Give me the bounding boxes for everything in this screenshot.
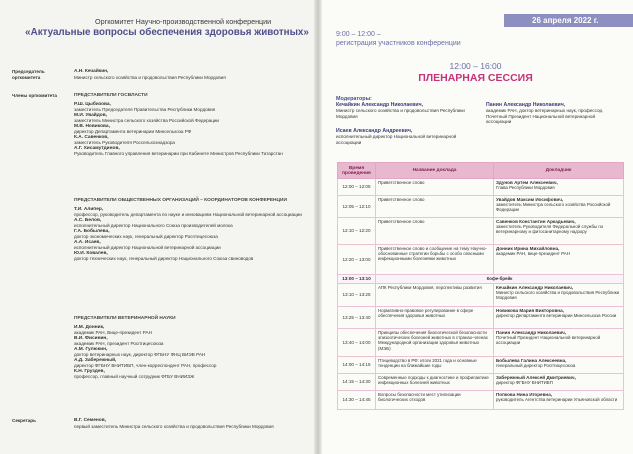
table-row: 14:00 – 14:15 Птицеводство в РФ: итоги 2021 года и основные тенденции на ближайшие годы Бобылева Галина Алексеевна, генеральный директор Росптицесоюза	[338, 357, 624, 374]
moderator-3: Панин Александр Николаевич, академик РАН, доктор ветеринарных наук, профессор, Почетный Президент Национальной ветеринарной ассоциации	[486, 102, 604, 125]
table-row: 12:05 – 12:10 Приветственное слово Увайдов Максим Иосифович, заместитель Министра сельского хозяйства Российской Федерации	[338, 196, 624, 218]
col-title-header: Название доклада	[376, 163, 494, 179]
secretary-label: Секретарь	[12, 418, 36, 423]
members-label: Члены оргкомитета	[12, 93, 57, 98]
public-block: ПРЕДСТАВИТЕЛИ ОБЩЕСТВЕННЫХ ОРГАНИЗАЦИЙ – КООРДИНАТОРОВ КОНФЕРЕНЦИИ Т.И. Алипер, профессор, руководитель департамента по науке и инновациям Национальной ветеринарной ассоциации А.С. Белов, исполнительный директор Национального Союза производителей молока Г.А. Бобылева, доктор экономических наук, генеральный директор Росптицесоюза А.А. Исаев, исполнительный директор Национальной ветеринарной ассоциации Ю.И. Ковалев, доктор технических наук, генеральный директор Национального Союза свиноводов	[74, 198, 302, 261]
secretary-block: В.Г. Семенов, первый заместитель Министра сельского хозяйства и продовольствия Республики Мордовия	[74, 418, 274, 429]
session-time: 12:00 – 16:00	[449, 61, 502, 71]
table-row: 12:20 – 13:00 Приветственное слово и сообщение на тему Научно-обоснованные стратегии борьбы с особо опасными инфекционными болезнями животных Донник Ирина Михайловна, академик РАН, вице-президент РАН	[338, 245, 624, 275]
chair-block: А.Н. Кечайкин, Министр сельского хозяйства и продовольствия Республики Мордовия	[74, 69, 226, 80]
table-row: 14:15 – 14:30 Современные подходы к диагностике и профилактике инфекционных болезней животных Забережный Алексей Дмитриевич, директор ФГБНУ ВНИТИБП	[338, 374, 624, 391]
col-time-header: Время проведения	[338, 163, 376, 179]
table-row: 13:10 – 13:25 АПК Республики Мордовия, перспективы развития Кечайкин Александр Николаевич, Министр сельского хозяйства и продовольствия Республики Мордовия	[338, 284, 624, 307]
session-title: ПЛЕНАРНАЯ СЕССИЯ	[418, 72, 533, 84]
coffee-break-row: 13:00 – 13:10 Кофе-брейк	[338, 275, 624, 284]
moderators-label: Модераторы:	[336, 96, 372, 102]
table-row: 13:40 – 14:00 Принципы обеспечения биологической безопасности эпизоотических болезней животных в странах-членах Международной организации здоровья животных (МЭБ) Панин Александр Николаевич, Почетный Президент Национальной ветеринарной ассоциации	[338, 329, 624, 357]
table-row: 13:25 – 13:40 Нормативно-правовое регулирование в сфере обеспечения здоровья животных Новикова Мария Викторовна, директор Департамента ветеринарии Минсельхоза России	[338, 307, 624, 329]
registration-time: 9:00 – 12:00 –	[336, 31, 381, 38]
registration-text: регистрация участников конференции	[336, 40, 461, 47]
table-header	[338, 163, 624, 179]
science-block: ПРЕДСТАВИТЕЛИ ВЕТЕРИНАРНОЙ НАУКИ И.М. Донник, академик РАН, Вице-президент РАН В.И. Фисинин, академик РАН, президент Росптицесоюза А.М. Гулюкин, доктор ветеринарных наук, директор ФГБНУ ФНЦ ВИЭВ РАН А.Д. Забережный, директор ФГБНУ ВНИТИБП, член-корреспондент РАН, профессор К.Н. Груздев, профессор, главный научный сотрудник ФГБУ ВНИИЗЖ	[74, 316, 217, 379]
page-fold	[314, 0, 322, 454]
table-row: 12:10 – 12:20 Приветственное слово Савенков Константин Аркадьевич, заместитель Руководителя Федеральной службы по ветеринарному и фитосанитарному надзору	[338, 218, 624, 245]
right-page	[318, 0, 633, 454]
committee-header: Оргкомитет Научно-производственной конференции	[95, 17, 272, 26]
conference-title: «Актуальные вопросы обеспечения здоровья животных»	[25, 27, 309, 38]
gov-block: ПРЕДСТАВИТЕЛИ ГОСВЛАСТИ Р.Ш. Цыбизова, заместитель Председателя Правительства Республики Мордовия М.И. Увайдов, заместитель Министра сельского хозяйства Российской Федерации М.В. Новикова, директор Департамента ветеринарии Минсельхоза РФ К.А. Савенков, заместитель Руководителя Россельхознадзора А.Г. Хисамутдинов, Руководитель Главного управления ветеринарии при Кабинете Министров Республики Татарстан	[74, 93, 283, 156]
chair-label: Председатель оргкомитета	[12, 69, 45, 80]
program-table	[337, 162, 624, 410]
moderator-2: Исаев Александр Андреевич, исполнительный директор Национальной ветеринарной ассоциации	[336, 128, 457, 145]
event-date: 26 апреля 2022 г.	[532, 16, 599, 25]
table-row: 12:00 – 12:05 Приветственное слово Здунов Артем Алексеевич, Глава Республики Мордовия	[338, 179, 624, 196]
col-speaker-header: Докладчик	[494, 163, 624, 179]
table-row: 14:30 – 14:45 Вопросы безопасности мест утилизации биологических отходов Попкова Нина Игоревна, руководитель Агентства ветеринарии Ульяновской области	[338, 391, 624, 410]
moderator-1: Кечайкин Александр Николаевич, Министр сельского хозяйства и продовольствия Республики Мордовия	[336, 102, 465, 119]
